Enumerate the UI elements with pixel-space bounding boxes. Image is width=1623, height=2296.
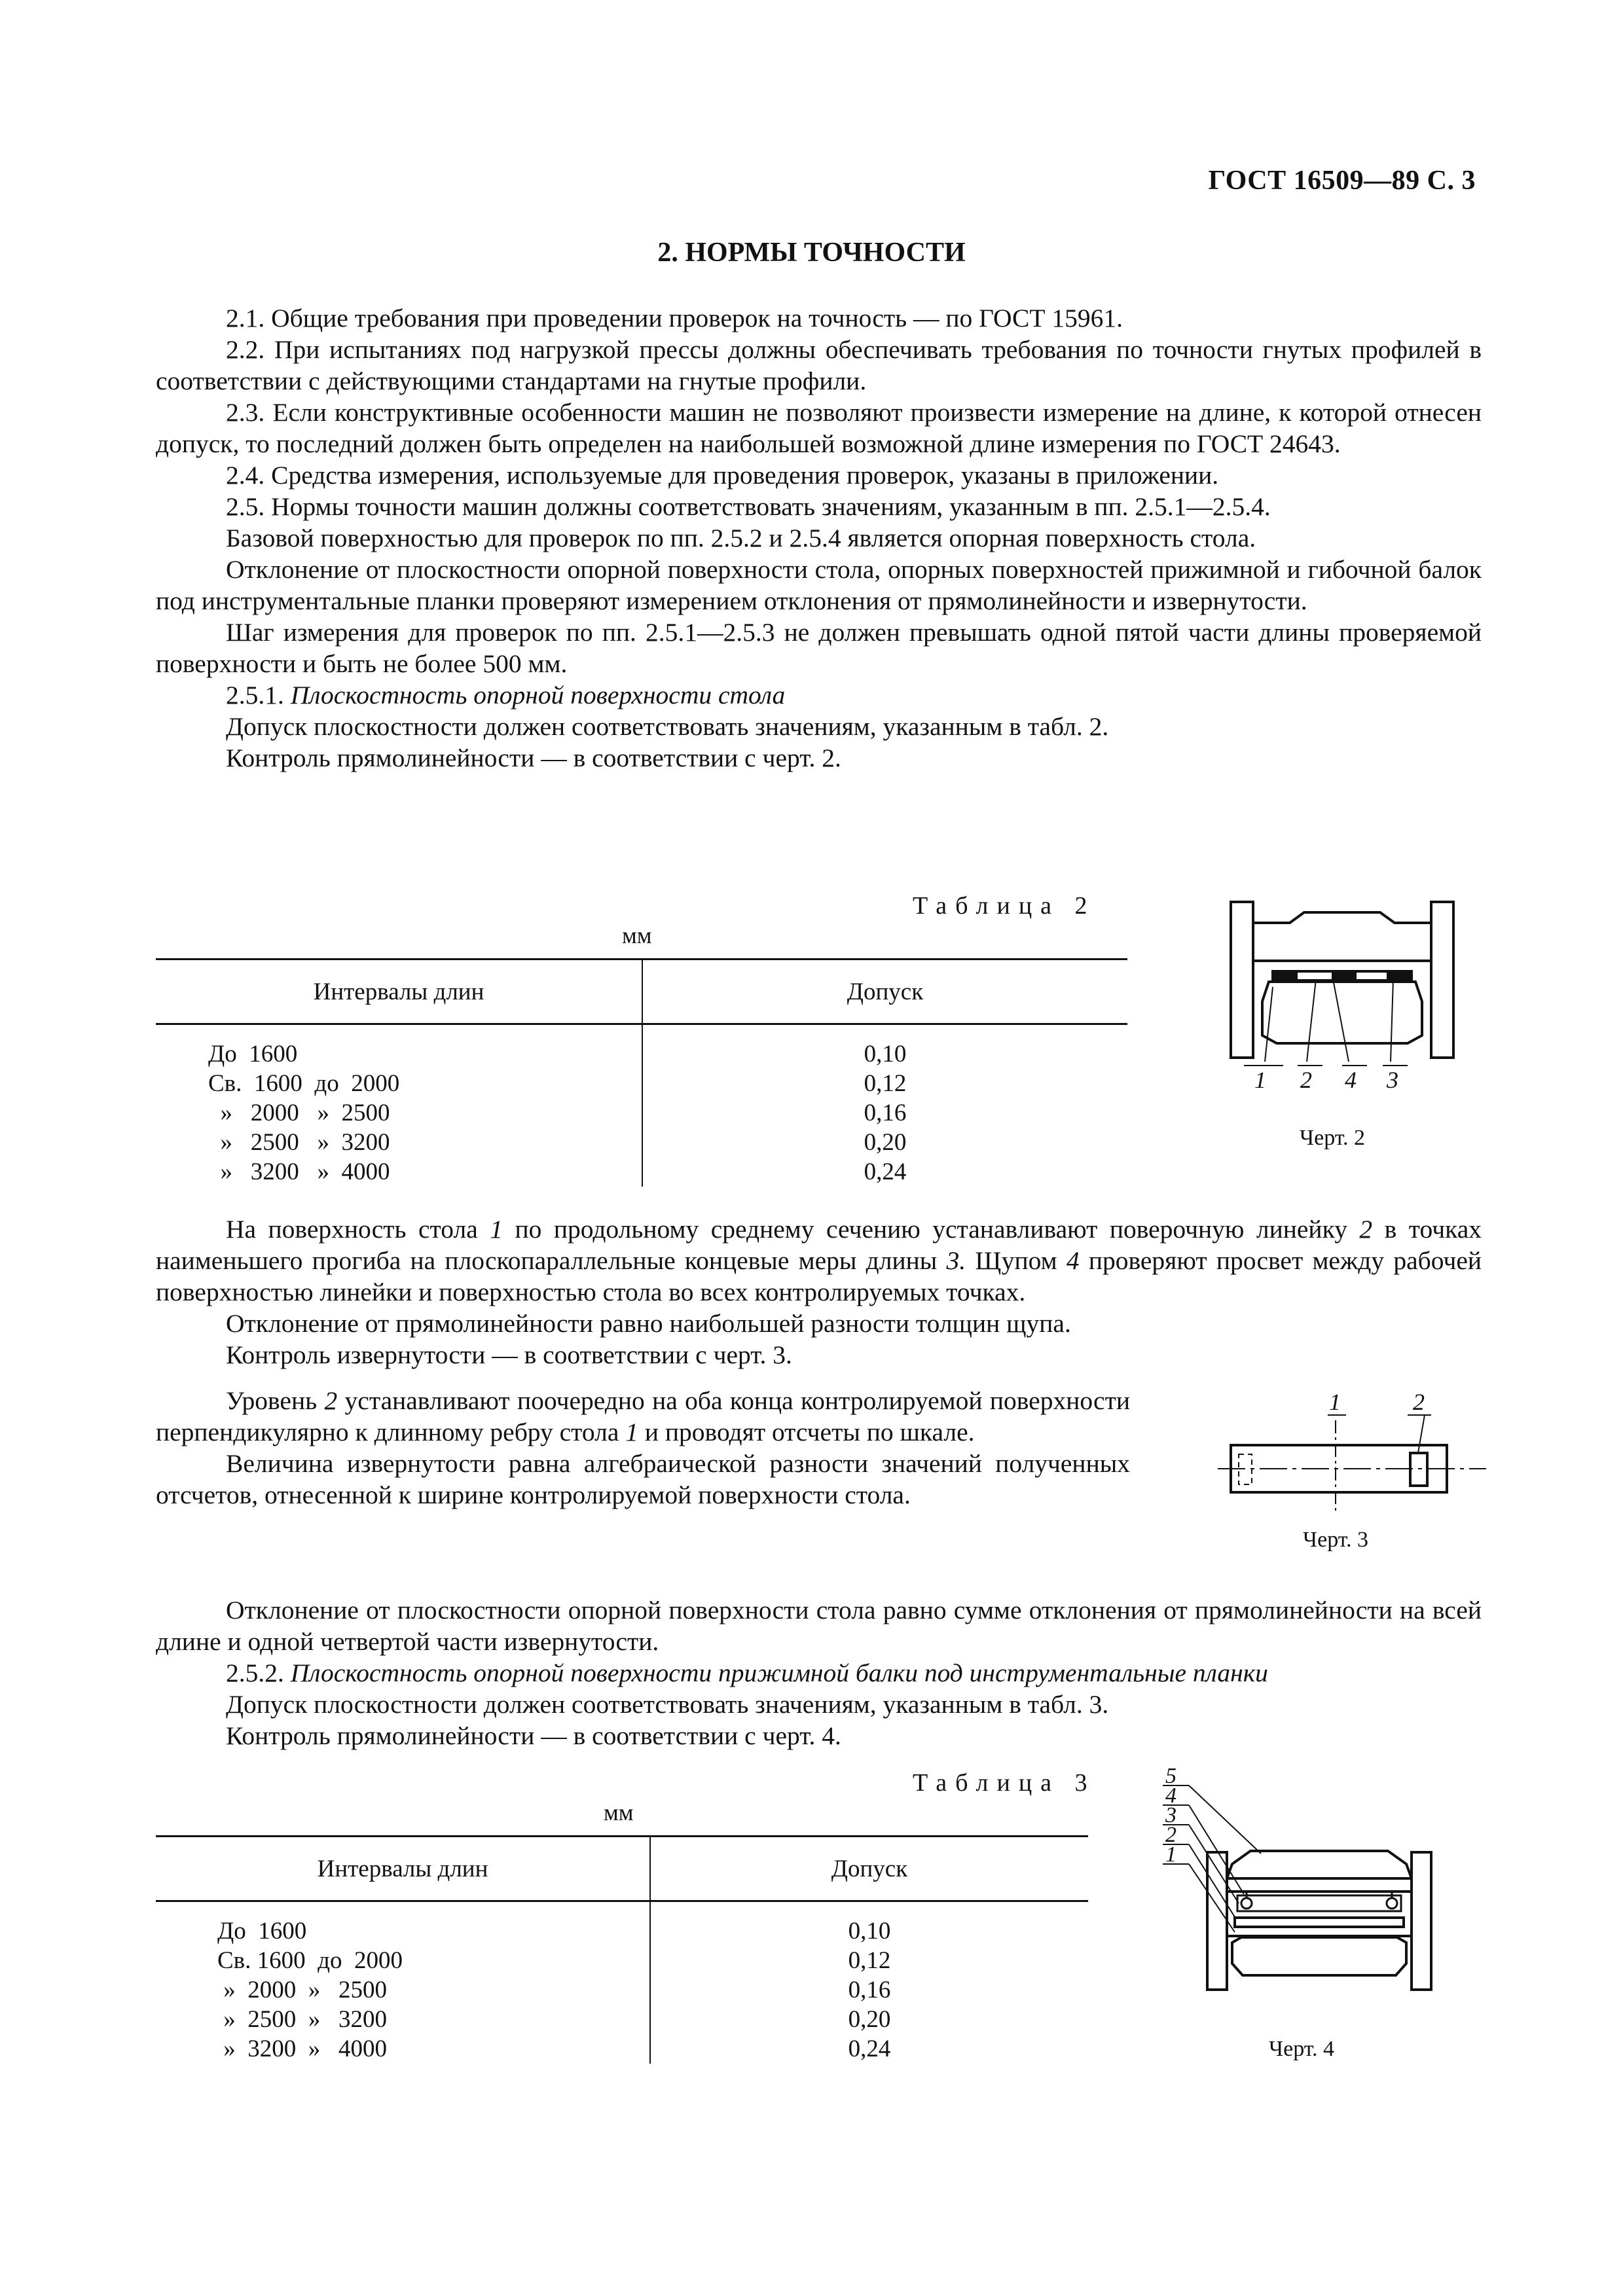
fig4-label-1: 1 <box>1165 1842 1176 1867</box>
table-cell: Св. 1600 до 2000 <box>156 1946 650 1975</box>
paragraph-base-surface: Базовой поверхностью для проверок по пп. 2.5.2 и 2.5.4 является опорная поверхность стола. <box>226 524 1256 552</box>
page-header: ГОСТ 16509—89 С. 3 <box>1208 166 1476 196</box>
table-cell: До 1600 <box>156 1024 642 1069</box>
figure-3-caption: Черт. 3 <box>1303 1528 1369 1552</box>
paragraph-control-ref-4: Контроль прямолинейности — в соответствии с черт. 4. <box>226 1721 841 1750</box>
paragraph-2-5-1: 2.5.1. Плоскостность опорной поверхности стола <box>226 681 786 709</box>
table-cell: 0,12 <box>864 1070 907 1097</box>
table-row <box>156 1024 1127 1069</box>
table-cell: » 2000 » 2500 <box>156 1098 642 1128</box>
fig3-label-1: 1 <box>1329 1389 1341 1415</box>
paragraph-straightness-deviation: Отклонение от прямолинейности равно наибольшей разности толщин щупа. <box>226 1309 1071 1338</box>
table-cell: 0,16 <box>848 1977 891 2003</box>
table-cell: 0,16 <box>864 1100 907 1126</box>
fig3-label-2: 2 <box>1413 1389 1425 1415</box>
paragraph-2-5: 2.5. Нормы точности машин должны соответствовать значениям, указанным в пп. 2.5.1—2.5.4. <box>226 492 1271 521</box>
table-row <box>156 1157 1127 1187</box>
paragraph-2-1: 2.1. Общие требования при проведении проверок на точность — по ГОСТ 15961. <box>226 304 1123 332</box>
figure-2-caption: Черт. 2 <box>1300 1126 1366 1150</box>
table-row <box>156 1069 1127 1098</box>
fig2-label-2: 2 <box>1300 1067 1312 1093</box>
table-row <box>156 2034 1088 2064</box>
paragraph-level: Уровень 2 устанавливают поочередно на оба конца контролируемой поверхности перпендикулярно к длинному ребру стола 1 и проводят отсчеты по шкале. <box>156 1386 1130 1446</box>
table-cell: 0,20 <box>848 2006 891 2033</box>
table-3-header-intervals: Интервалы длин <box>156 1837 650 1901</box>
table-cell: 0,24 <box>864 1158 907 1185</box>
paragraph-2-4: 2.4. Средства измерения, используемые для проведения проверок, указаны в приложении. <box>226 461 1219 490</box>
paragraph-fig2-description: На поверхность стола 1 по продольному среднему сечению устанавливают поверочную линейку 2 в точках наименьшего прогиба на плоскопараллельные концевые меры длины 3. Щупом 4 проверяют просвет между рабочей поверхностью линейки и поверхностью стола во всех контролируемых точках. <box>156 1215 1482 1306</box>
table-row <box>156 1946 1088 1975</box>
paragraph-2-3: 2.3. Если конструктивные особенности машин не позволяют произвести измерение на длине, к которой отнесен допуск, то последний должен быть определен на наибольшей возможной длине измерения по ГОСТ 24643. <box>156 398 1482 458</box>
table-cell: » 3200 » 4000 <box>156 1157 642 1187</box>
table-row <box>156 1901 1088 1946</box>
paragraph-2-5-2: 2.5.2. Плоскостность опорной поверхности прижимной балки под инструментальные планки <box>226 1659 1268 1687</box>
fig2-label-1: 1 <box>1254 1067 1266 1093</box>
table-cell: До 1600 <box>156 1901 650 1946</box>
table-2-header-intervals: Интервалы длин <box>156 960 642 1024</box>
table-2-units: мм <box>622 922 652 948</box>
table-cell: » 2000 » 2500 <box>156 1975 650 2005</box>
paragraph-control-ref-2: Контроль прямолинейности — в соответствии с черт. 2. <box>226 744 841 772</box>
table-2-caption: Таблица 2 <box>913 892 1096 920</box>
table-2 <box>156 958 1127 1187</box>
paragraph-tolerance-ref-2: Допуск плоскостности должен соответствовать значениям, указанным в табл. 2. <box>226 712 1109 741</box>
fig4-label-3: 3 <box>1165 1803 1176 1827</box>
table-cell: 0,24 <box>848 2036 891 2062</box>
section-title: 2. НОРМЫ ТОЧНОСТИ <box>657 238 966 268</box>
text-block-level <box>156 1385 1130 1511</box>
table-2-header-tolerance: Допуск <box>642 960 1127 1024</box>
figure-4-caption: Черт. 4 <box>1269 2037 1335 2061</box>
table-row <box>156 1098 1127 1128</box>
text-block-lower <box>156 1594 1482 1751</box>
fig4-label-4: 4 <box>1165 1784 1176 1808</box>
paragraph-tolerance-ref-3: Допуск плоскостности должен соответствовать значениям, указанным в табл. 3. <box>226 1690 1109 1719</box>
figure-4-clamp-beam-diagram <box>1159 1767 1434 2009</box>
figure-3-table-level-diagram <box>1218 1381 1493 1518</box>
table-row <box>156 1128 1127 1157</box>
table-3-header-tolerance: Допуск <box>650 1837 1088 1901</box>
figure-2-press-diagram <box>1218 890 1467 1093</box>
table-3 <box>156 1835 1088 2064</box>
paragraph-flatness-sum: Отклонение от плоскостности опорной поверхности стола равно сумме отклонения от прямолинейности на всей длине и одной четвертой части извернутости. <box>156 1596 1482 1656</box>
table-cell: Св. 1600 до 2000 <box>156 1069 642 1098</box>
paragraph-2-2: 2.2. При испытаниях под нагрузкой прессы должны обеспечивать требования по точности гнутых профилей в соответствии с действующими стандартами на гнутые профили. <box>156 335 1482 395</box>
table-cell: 0,10 <box>848 1918 891 1945</box>
table-row <box>156 1975 1088 2005</box>
table-cell: 0,10 <box>864 1041 907 1067</box>
table-3-caption: Таблица 3 <box>913 1769 1096 1797</box>
fig2-label-4: 4 <box>1345 1067 1357 1093</box>
paragraph-deviation: Отклонение от плоскостности опорной поверхности стола, опорных поверхностей прижимной и гибочной балок под инструментальные планки проверяют измерением отклонения от прямолинейности и извернутости. <box>156 555 1482 615</box>
text-block-top <box>156 302 1482 774</box>
table-cell: » 3200 » 4000 <box>156 2034 650 2064</box>
text-block-middle <box>156 1213 1482 1371</box>
table-cell: » 2500 » 3200 <box>156 1128 642 1157</box>
paragraph-twist-control: Контроль извернутости — в соответствии с черт. 3. <box>226 1340 792 1369</box>
fig4-label-2: 2 <box>1165 1823 1176 1847</box>
paragraph-twist-value: Величина извернутости равна алгебраической разности значений полученных отсчетов, отнесенной к ширине контролируемой поверхности стола. <box>156 1449 1130 1509</box>
table-3-units: мм <box>604 1799 634 1825</box>
paragraph-step: Шаг измерения для проверок по пп. 2.5.1—2.5.3 не должен превышать одной пятой части длины проверяемой поверхности и быть не более 500 мм. <box>156 618 1482 678</box>
table-row <box>156 2005 1088 2034</box>
fig4-label-5: 5 <box>1165 1767 1176 1788</box>
fig2-label-3: 3 <box>1387 1067 1398 1093</box>
table-cell: » 2500 » 3200 <box>156 2005 650 2034</box>
table-cell: 0,20 <box>864 1129 907 1156</box>
table-cell: 0,12 <box>848 1947 891 1974</box>
